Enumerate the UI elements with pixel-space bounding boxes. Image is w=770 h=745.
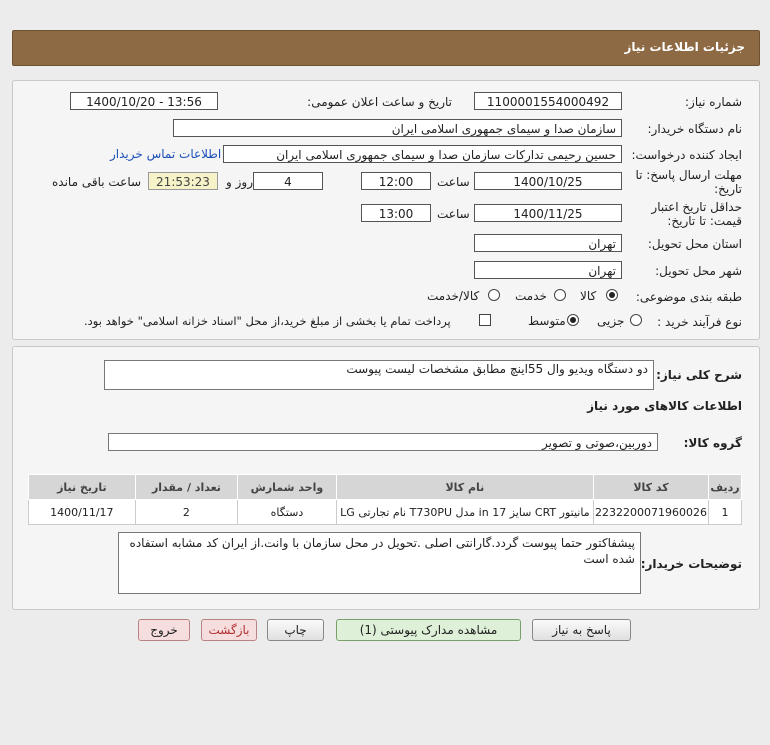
table-row <box>29 500 742 525</box>
treasury-payment-note: پرداخت تمام یا بخشی از مبلغ خرید،از محل "اسناد خزانه اسلامی" خواهد بود. <box>84 314 451 328</box>
goods-group-field: دوربین،صوتی و تصویر <box>108 433 658 451</box>
cell-code: 2232200071960026 <box>594 500 709 525</box>
buyer-notes-field: پیشفاکتور حتما پیوست گردد.گارانتی اصلی .تحویل در محل سازمان با وانت.از ایران کد مشابه استفاده شده است <box>118 532 641 594</box>
days-field: 4 <box>253 172 323 190</box>
buyer-notes-label: توضیحات خریدار: <box>640 557 742 571</box>
days-label: روز و <box>226 175 253 189</box>
cell-qty: 2 <box>135 500 237 525</box>
category-radio-goods[interactable] <box>606 289 618 301</box>
announce-datetime-label: تاریخ و ساعت اعلان عمومی: <box>307 95 452 109</box>
col-unit: واحد شمارش <box>238 475 337 500</box>
reply-button[interactable]: پاسخ به نیاز <box>532 619 631 641</box>
reply-deadline-label: مهلت ارسال پاسخ: تا تاریخ: <box>635 168 742 196</box>
process-radio-medium[interactable] <box>567 314 579 326</box>
print-button[interactable]: چاپ <box>267 619 324 641</box>
remaining-time-field: 21:53:23 <box>148 172 218 190</box>
col-qty: تعداد / مقدار <box>135 475 237 500</box>
contact-buyer-link[interactable]: اطلاعات تماس خریدار <box>110 147 222 161</box>
buyer-org-label: نام دستگاه خریدار: <box>647 122 742 136</box>
validity-time-label: ساعت <box>437 207 470 221</box>
announce-datetime-field: 1400/10/20 - 13:56 <box>70 92 218 110</box>
province-label: استان محل تحویل: <box>647 237 742 251</box>
validity-date-field: 1400/11/25 <box>474 204 622 222</box>
category-label: طبقه بندی موضوعی: <box>635 290 742 304</box>
creator-field: حسین رحیمی تدارکات سازمان صدا و سیمای جمهوری اسلامی ایران <box>223 145 622 163</box>
col-date: تاریخ نیاز <box>29 475 136 500</box>
category-option-goods: کالا <box>580 289 597 303</box>
remaining-time-label: ساعت باقی مانده <box>52 175 142 189</box>
province-field: تهران <box>474 234 622 252</box>
goods-table <box>28 474 742 525</box>
city-field: تهران <box>474 261 622 279</box>
buyer-org-field: سازمان صدا و سیمای جمهوری اسلامی ایران <box>173 119 622 137</box>
reply-time-field: 12:00 <box>361 172 431 190</box>
goods-table-header <box>29 475 742 500</box>
need-number-field: 1100001554000492 <box>474 92 622 110</box>
goods-info-title: اطلاعات کالاهای مورد نیاز <box>587 399 742 413</box>
reply-date-field: 1400/10/25 <box>474 172 622 190</box>
need-summary-label: شرح کلی نیاز: <box>656 368 742 382</box>
process-option-medium: متوسط <box>528 314 566 328</box>
cell-row: 1 <box>709 500 742 525</box>
category-radio-service[interactable] <box>554 289 566 301</box>
cell-date: 1400/11/17 <box>29 500 136 525</box>
process-radio-minor[interactable] <box>630 314 642 326</box>
view-attachments-button[interactable]: مشاهده مدارک پیوستی (1) <box>336 619 521 641</box>
goods-group-label: گروه کالا: <box>683 436 742 450</box>
category-option-service: خدمت <box>515 289 547 303</box>
validity-label: حداقل تاریخ اعتبار قیمت: تا تاریخ: <box>651 200 742 228</box>
city-label: شهر محل تحویل: <box>655 264 742 278</box>
page-header <box>12 30 760 66</box>
reply-time-label: ساعت <box>437 175 470 189</box>
back-button[interactable]: بازگشت <box>201 619 257 641</box>
col-name: نام کالا <box>336 475 593 500</box>
need-number-label: شماره نیاز: <box>685 95 742 109</box>
col-row: ردیف <box>709 475 742 500</box>
col-code: کد کالا <box>594 475 709 500</box>
cell-name: مانیتور CRT سایز 17 in مدل T730PU نام تجارتی LG <box>336 500 593 525</box>
category-radio-goods-service[interactable] <box>488 289 500 301</box>
treasury-payment-checkbox[interactable] <box>479 314 491 326</box>
cell-unit: دستگاه <box>238 500 337 525</box>
validity-time-field: 13:00 <box>361 204 431 222</box>
page-title: جزئیات اطلاعات نیاز <box>624 40 745 54</box>
process-option-minor: جزیی <box>597 314 625 328</box>
category-option-goods-service: کالا/خدمت <box>427 289 480 303</box>
creator-label: ایجاد کننده درخواست: <box>631 148 742 162</box>
process-type-label: نوع فرآیند خرید : <box>657 315 742 329</box>
exit-button[interactable]: خروج <box>138 619 190 641</box>
need-summary-field: دو دستگاه ویدیو وال 55اینچ مطابق مشخصات لیست پیوست <box>104 360 654 390</box>
